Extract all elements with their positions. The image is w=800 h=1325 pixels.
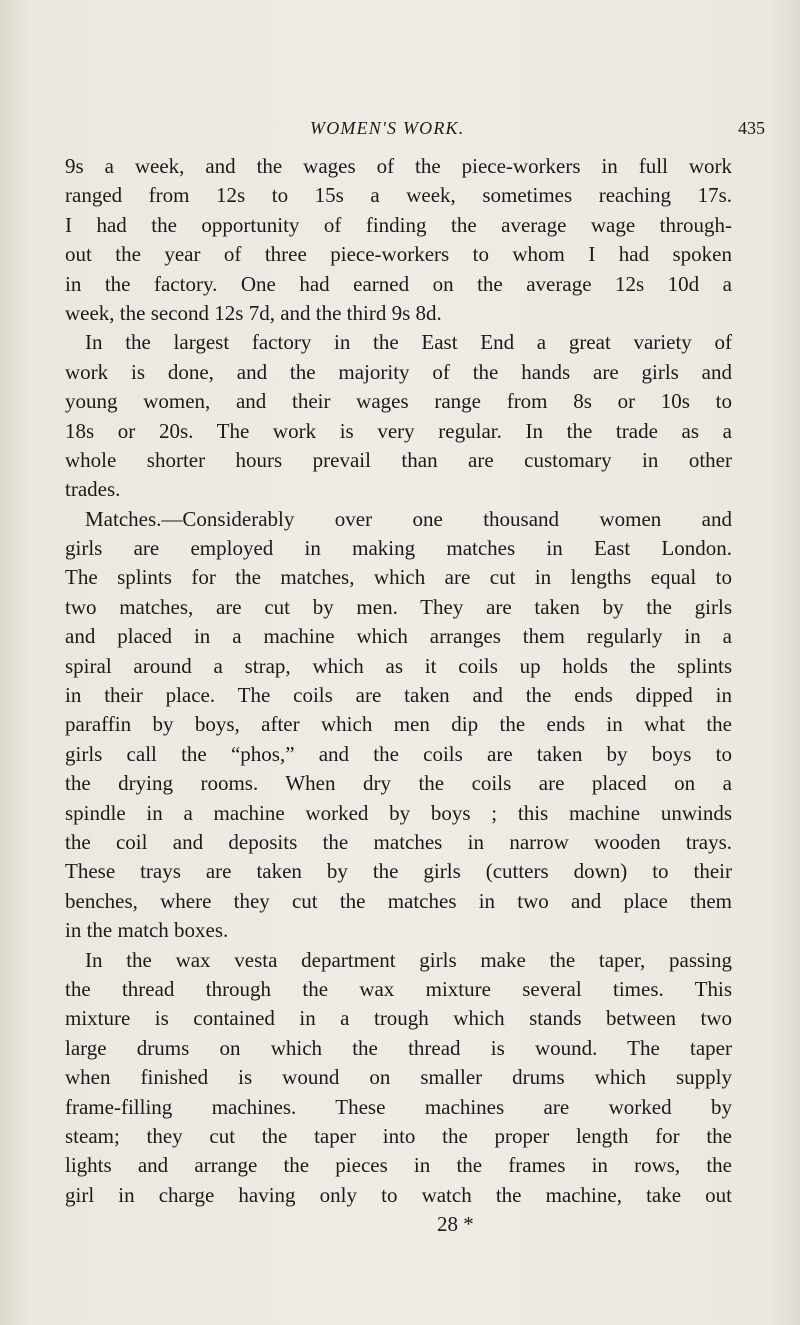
- running-head: WOMEN'S WORK.: [310, 118, 465, 138]
- text-line: spindle in a machine worked by boys ; this machine unwinds: [65, 800, 732, 825]
- text-line: two matches, are cut by men. They are taken by the girls: [65, 594, 732, 619]
- page-header: [0, 118, 800, 148]
- text-line: 9s a week, and the wages of the piece-workers in full work: [65, 154, 732, 178]
- signature-line: [65, 1210, 732, 1239]
- text-line: 18s or 20s. The work is very regular. In the trade as a: [65, 418, 732, 443]
- text-line: Matches.—Considerably over one thousand women and: [85, 506, 732, 531]
- text-line: I had the opportunity of finding the average wage through-: [65, 212, 732, 237]
- text-line: paraffin by boys, after which men dip the ends in what the: [65, 712, 732, 737]
- text-line: the drying rooms. When dry the coils are placed on a: [65, 771, 732, 796]
- text-line: in the factory. One had earned on the average 12s 10d a: [65, 271, 732, 296]
- text-line: young women, and their wages range from 8s or 10s to: [65, 389, 732, 414]
- text-line: frame-filling machines. These machines are worked by: [65, 1094, 732, 1119]
- text-line: The splints for the matches, which are cut in lengths equal to: [65, 565, 732, 590]
- page-number: 435: [738, 118, 765, 138]
- text-line: the coil and deposits the matches in narrow wooden trays.: [65, 829, 732, 854]
- text-line: girls call the “phos,” and the coils are taken by boys to: [65, 741, 732, 766]
- text-line: ranged from 12s to 15s a week, sometimes reaching 17s.: [65, 183, 732, 208]
- text-line: and placed in a machine which arranges them regularly in a: [65, 624, 732, 649]
- text-line: trades.: [65, 477, 121, 502]
- text-line: large drums on which the thread is wound. The taper: [65, 1035, 732, 1060]
- signature-mark: 28 *: [437, 1212, 474, 1237]
- text-line: when finished is wound on smaller drums which supply: [65, 1065, 732, 1090]
- text-line: lights and arrange the pieces in the frames in rows, the: [65, 1153, 732, 1178]
- text-line: out the year of three piece-workers to whom I had spoken: [65, 242, 732, 267]
- text-line: week, the second 12s 7d, and the third 9s 8d.: [65, 300, 442, 325]
- text-line: girls are employed in making matches in East London.: [65, 536, 732, 561]
- text-line: work is done, and the majority of the hands are girls and: [65, 359, 732, 384]
- text-line: whole shorter hours prevail than are customary in other: [65, 447, 732, 472]
- text-line: steam; they cut the taper into the proper length for the: [65, 1123, 732, 1148]
- text-line: in their place. The coils are taken and the ends dipped in: [65, 683, 732, 708]
- text-line: in the match boxes.: [65, 918, 229, 943]
- text-line: In the wax vesta department girls make the taper, passing: [85, 947, 732, 972]
- text-line: In the largest factory in the East End a great variety of: [85, 330, 732, 355]
- text-line: benches, where they cut the matches in two and place them: [65, 888, 732, 913]
- text-line: These trays are taken by the girls (cutters down) to their: [65, 859, 732, 884]
- text-line: the thread through the wax mixture several times. This: [65, 976, 732, 1001]
- body-text: [65, 152, 732, 1239]
- text-line: spiral around a strap, which as it coils up holds the splints: [65, 653, 732, 678]
- text-line: girl in charge having only to watch the machine, take out: [65, 1182, 732, 1207]
- text-line: mixture is contained in a trough which stands between two: [65, 1006, 732, 1031]
